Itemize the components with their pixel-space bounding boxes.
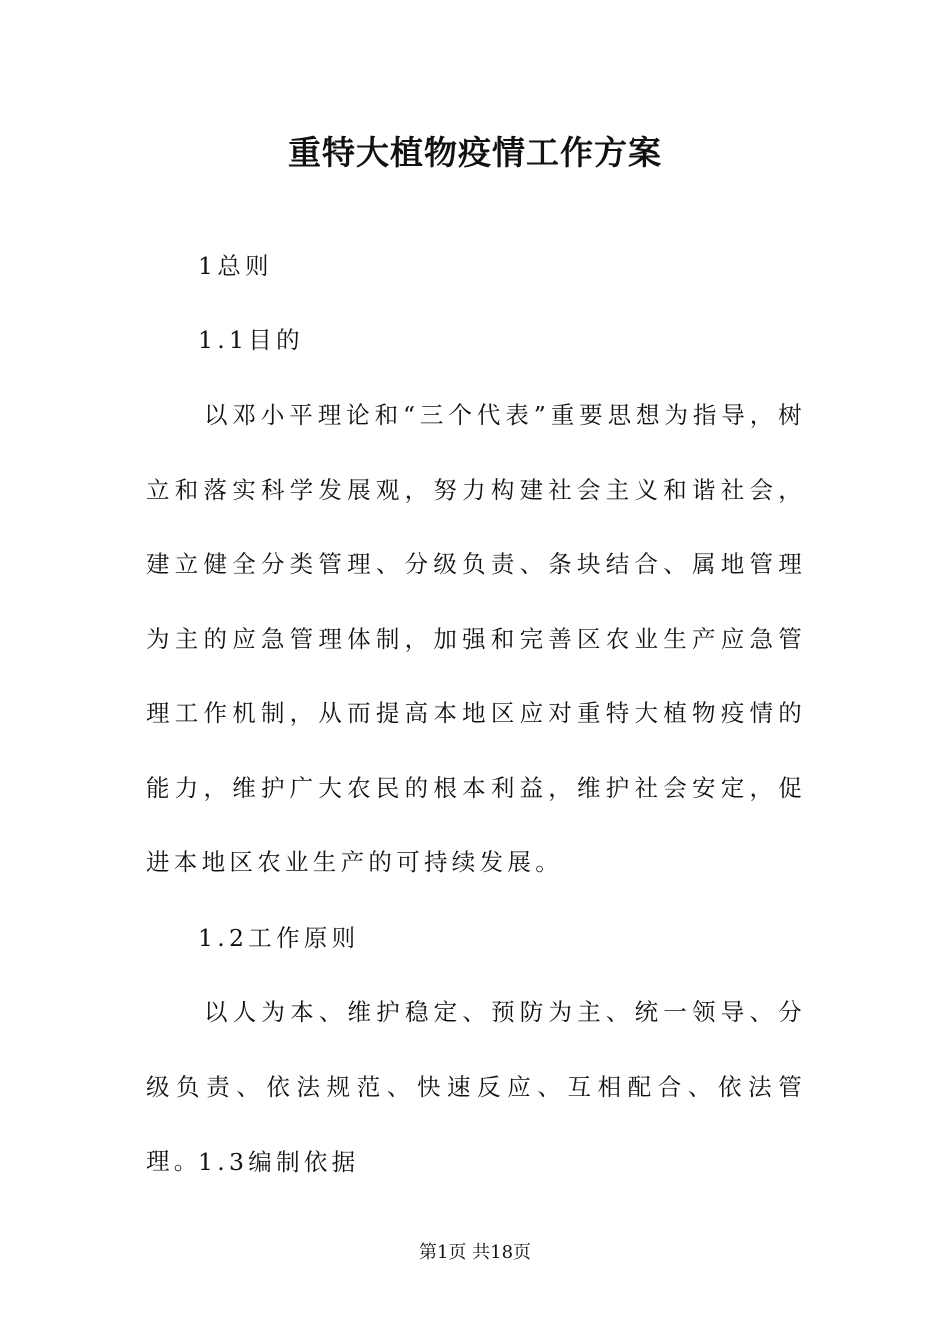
section-heading-basis: 1.3编制依据	[198, 1148, 360, 1176]
document-title: 重特大植物疫情工作方案	[288, 133, 662, 172]
section-heading-principles: 1.2工作原则	[198, 924, 360, 952]
section-heading-general: 1总则	[198, 252, 273, 280]
paragraph-principles: 以人为本、维护稳定、预防为主、统一领导、分级负责、依法规范、快速反应、互相配合、依法管理。	[146, 998, 806, 1175]
page-number-footer: 第1页 共18页	[418, 1242, 532, 1263]
section-heading-purpose: 1.1目的	[198, 326, 304, 354]
paragraph-purpose: 以邓小平理论和“三个代表”重要思想为指导，树立和落实科学发展观，努力构建社会主义和谐社会，建立健全分类管理、分级负责、条块结合、属地管理为主的应急管理体制，加强和完善区农业生产应急管理工作机制，从而提高本地区应对重特大植物疫情的能力，维护广大农民的根本利益，维护社会安定，促进本地区农业生产的可持续发展。	[146, 401, 806, 876]
